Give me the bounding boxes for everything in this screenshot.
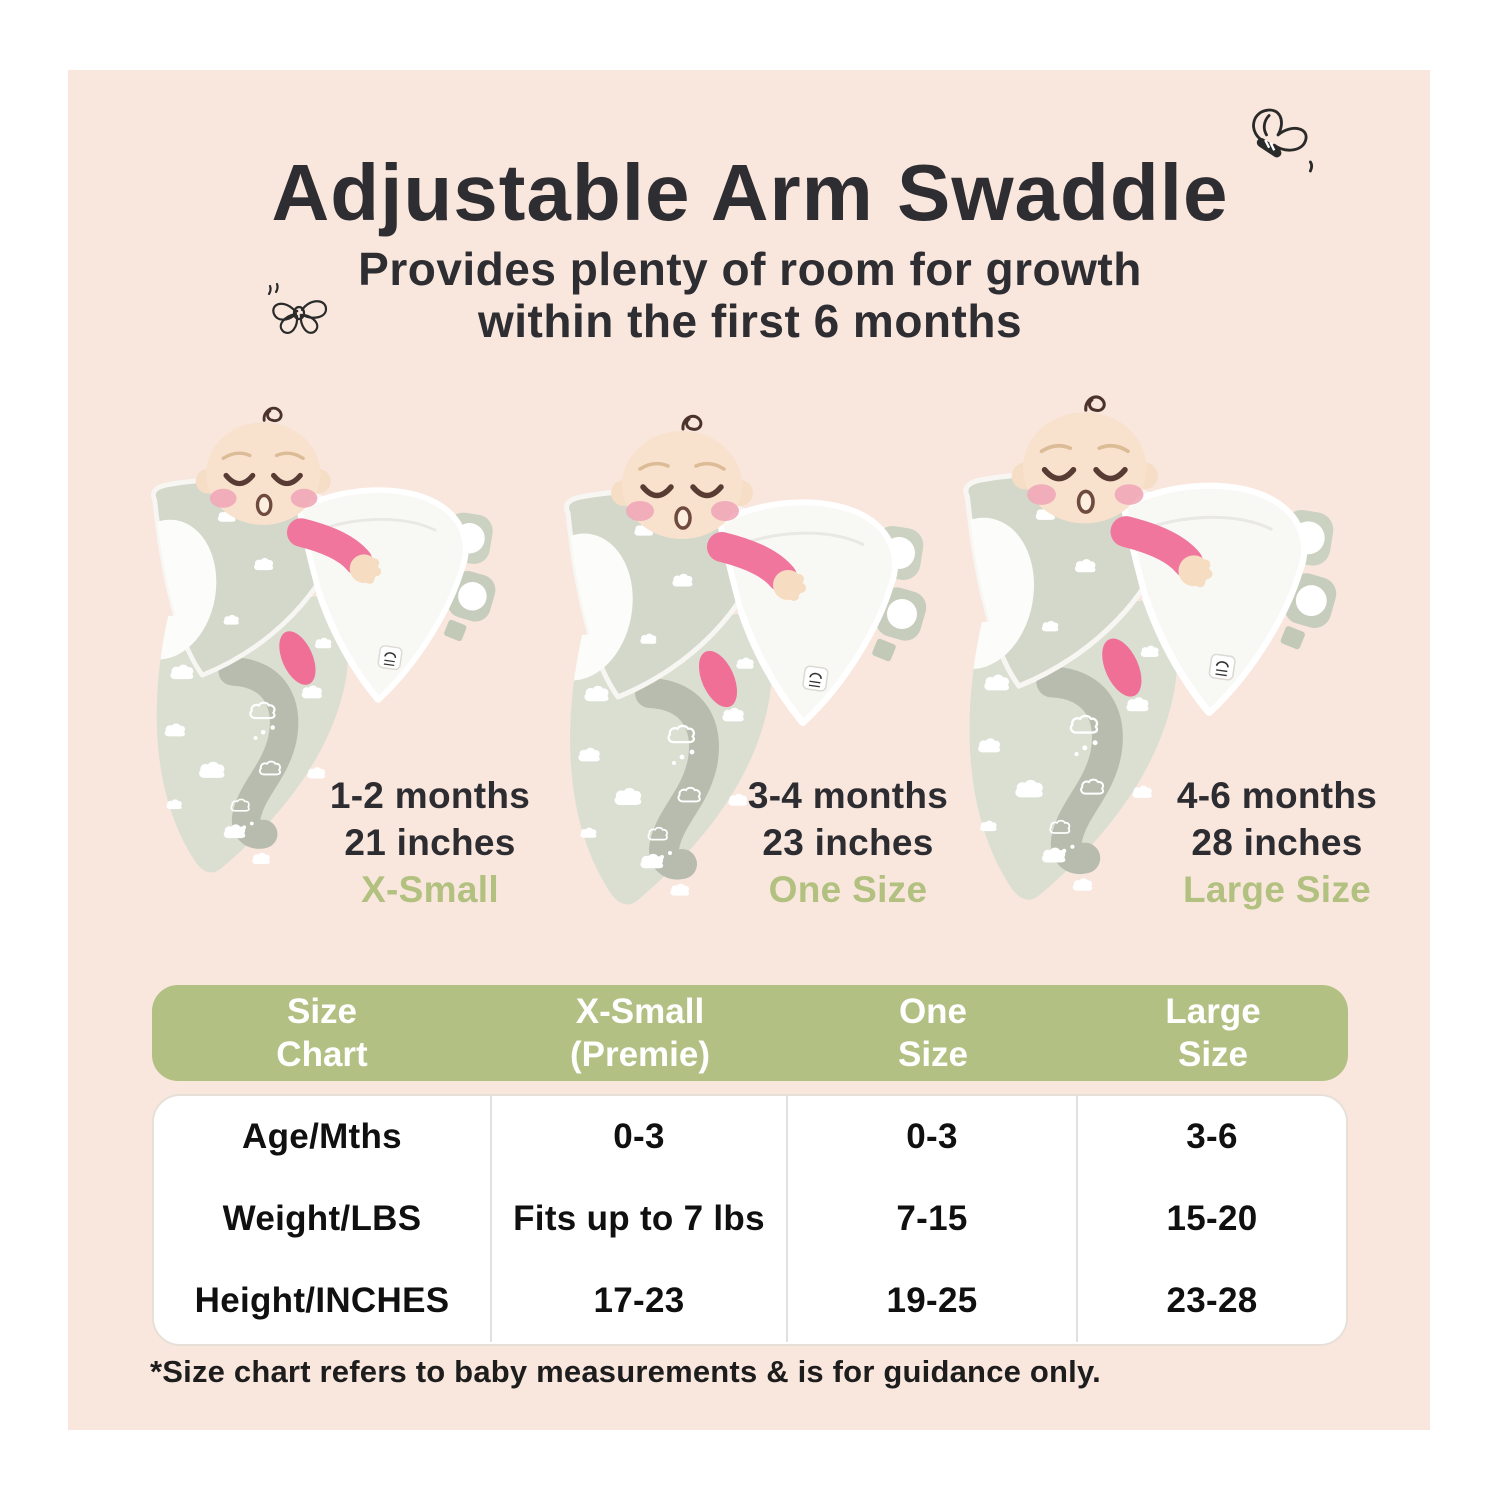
header-cell-large: Large Size: [1165, 992, 1261, 1074]
table-cell: 3-6: [1186, 1117, 1238, 1156]
variant-size: X-Small: [361, 869, 499, 910]
table-cell: 0-3: [492, 1096, 788, 1178]
butterfly-icon: [258, 278, 338, 344]
size-chart-footnote: *Size chart refers to baby measurements & is for guidance only.: [150, 1354, 1101, 1389]
table-cell: 0-3: [788, 1096, 1078, 1178]
size-chart-table: [152, 1094, 1348, 1346]
variant-label-xsmall: [320, 772, 540, 913]
variant-age: 1-2 months: [329, 775, 531, 816]
variant-label-onesize: [738, 772, 958, 913]
row-label: Age/Mths: [154, 1096, 492, 1178]
variant-length: 21 inches: [344, 822, 516, 863]
variant-size: One Size: [768, 869, 928, 910]
table-cell: 19-25: [788, 1260, 1078, 1342]
table-cell: Fits up to 7 lbs: [492, 1178, 788, 1260]
size-chart-header: [152, 985, 1348, 1081]
header-cell-onesize: One Size: [897, 992, 969, 1074]
table-cell: 7-15: [788, 1178, 1078, 1260]
page-title: Adjustable Arm Swaddle: [271, 148, 1229, 237]
variant-label-large: [1158, 772, 1396, 913]
variant-length: 28 inches: [1191, 822, 1363, 863]
header-cell-size-chart: Size Chart: [276, 992, 368, 1074]
subtitle-line-2: within the first 6 months: [477, 295, 1023, 347]
table-cell: 17-23: [492, 1260, 788, 1342]
header-cell-xsmall: X-Small (Premie): [569, 992, 711, 1074]
table-cell: 15-20: [1166, 1199, 1258, 1238]
variant-age: 3-4 months: [747, 775, 949, 816]
subtitle-line-1: Provides plenty of room for growth: [358, 243, 1142, 295]
variant-age: 4-6 months: [1176, 775, 1378, 816]
row-label: Height/INCHES: [154, 1260, 492, 1342]
butterfly-icon: [1243, 100, 1321, 180]
variant-length: 23 inches: [762, 822, 934, 863]
variant-size: Large Size: [1182, 869, 1372, 910]
table-cell: 23-28: [1166, 1281, 1258, 1320]
row-label: Weight/LBS: [154, 1178, 492, 1260]
page-subtitle: [0, 243, 1500, 347]
